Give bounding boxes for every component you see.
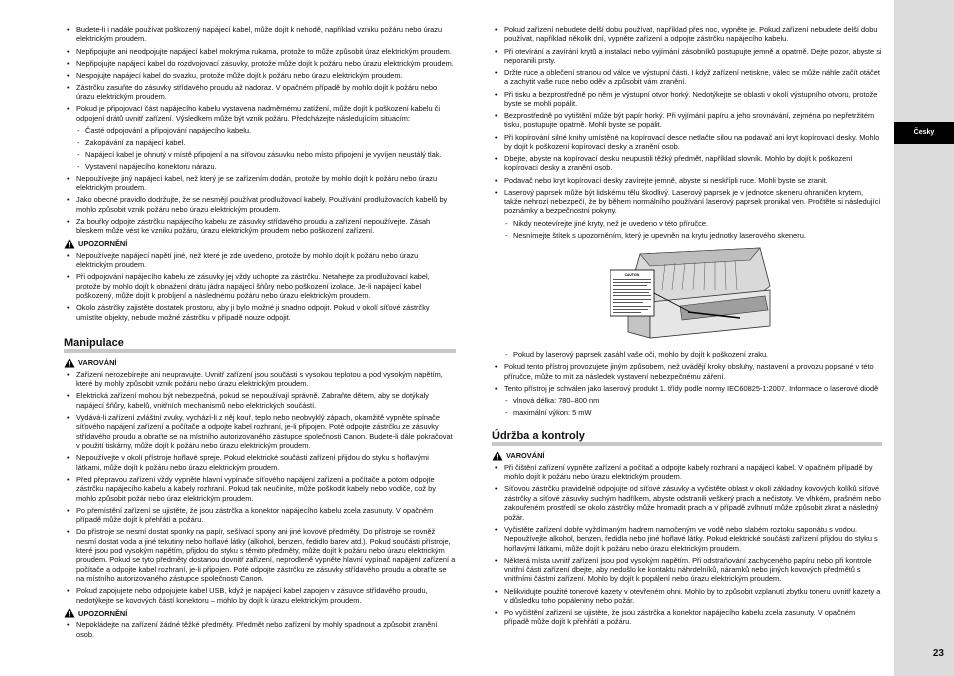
side-tab-bar [894, 0, 954, 676]
language-tab: Česky [894, 122, 954, 144]
bullet-item: • Nepřipojujte napájecí kabel do rozdvojovací zásuvky, protože může dojít k požáru nebo úrazu elektrickým proudem. [64, 59, 456, 68]
bullet-item: • Nepokládejte na zařízení žádné těžké předměty. Předmět nebo zařízení by mohly spadnout a způsobit zranění osob. [64, 620, 456, 639]
laser-warning-label-text: CAUTION [624, 273, 640, 277]
bullet-item: • Před přepravou zařízení vždy vypněte hlavní vypínače síťového napájení zařízení a počítače a potom odpojte zástrčku napájecího kabelu a kabely rozhraní. Pokud tak neučiníte, může poškodit kabely nebo vodiče, což by mohlo způsobit požár nebo úraz elektrickým proudem. [64, 475, 456, 503]
caution-triangle-icon [64, 608, 75, 618]
maintenance-warning-list [492, 463, 882, 627]
sub-list-item: - vlnová délka: 780–800 nm [492, 396, 882, 405]
bullet-item: • Za bouřky odpojte zástrčku napájecího kabelu ze zásuvky střídavého proudu a zařízení nepoužívejte. Zásah bleskem může vést ke vzniku požáru, úrazu elektrickým proudem nebo poškození zařízení. [64, 217, 456, 236]
bullet-item: • Pokud je připojovací část napájecího kabelu vystavena nadměrnému zatížení, může dojít k poškození kabelu či odpojení drátů uvnitř zařízení. Výsledkem může být vznik požáru. Předcházejte následujícím situacím: [64, 104, 456, 123]
caution-label-2: UPOZORNĚNÍ [78, 608, 128, 618]
bullet-item: • Laserový paprsek může být lidskému tělu škodlivý. Laserový paprsek je v jednotce skeneru ohraničen krytem, takže nehrozí nebezpečí, že by během normálního používání laserový paprsek pronikal ven. Pročtěte si následující poznámky a bezpečnostní pokyny. [492, 188, 882, 216]
sub-list-item: - Zakopávání za napájecí kabel. [64, 138, 456, 147]
bullet-item: • Nepřipojujte ani neodpojujte napájecí kabel mokrýma rukama, protože to může způsobit úraz elektrickým proudem. [64, 47, 456, 56]
warning-label: VAROVÁNÍ [78, 358, 117, 368]
warning-triangle-icon [492, 451, 503, 461]
bullet-item: • Nelikvidujte použité tonerové kazety v otevřeném ohni. Mohlo by to způsobit vzplanutí zbytku toneru uvnitř kazety a v důsledku toho popáleniny nebo požár. [492, 587, 882, 606]
sub-list-item: - Nikdy neotevírejte jiné kryty, než je uvedeno v této příručce. [492, 219, 882, 228]
caution-triangle-icon [64, 239, 75, 249]
caution-heading-2 [64, 608, 456, 618]
bullet-item: • Vyčistěte zařízení dobře vyždímaným hadrem namočeným ve vodě nebo slabém roztoku saponátu s vodou. Nepoužívejte alkohol, benzen, ředidla nebo jiné hořlavé látky. Pokud elektrické součásti zařízení přijdou do styku s hořlavými látkami, může dojít k požáru nebo úrazu elektrickým proudem. [492, 525, 882, 553]
caution-heading [64, 239, 456, 249]
right-column [492, 25, 882, 630]
sub-list-item: - Časté odpojování a připojování napájecího kabelu. [64, 126, 456, 135]
power-cord-warning-list [64, 25, 456, 123]
bullet-item: • Elektrická zařízení mohou být nebezpečná, pokud se nepoužívají správně. Zabraňte dětem, aby se dotýkaly napájecí šňůry, kabelů, vnitřních mechanismů nebo elektrických součástí. [64, 391, 456, 410]
bullet-item: • Pokud zařízení nebudete delší dobu používat, například přes noc, vypněte je. Pokud zařízení nebudete delší dobu používat, například několik dní, vypněte zařízení a odpojte zástrčku napájecího kabelu. [492, 25, 882, 44]
situations-sublist [64, 126, 456, 172]
printer-laser-label-illustration [610, 246, 780, 344]
warning-triangle-icon [64, 358, 75, 368]
bullet-item: • Do přístroje se nesmí dostat sponky na papír, sešívací spony ani jiné kovové předměty. Do přístroje se rovněž nesmí dostat voda a jiné tekutiny nebo hořlavé látky (alkohol, benzen, ředidlo barev atd.). Pokud součásti přístroje, které jsou pod vysokým napětím, přijdou do styku s těmito předměty, může dojít k požáru nebo úrazu elektrickým proudem. Pokud se tyto předměty dostanou dovnitř zařízení, neprodleně vypněte hlavní vypínač napájení zařízení a počítače a odpojte kabel rozhraní, je-li připojen. Poté odpojte zástrčku ze zásuvky střídavého proudu a obraťte se na místního autorizovaného zástupce společnosti Canon. [64, 527, 456, 584]
caution-label: UPOZORNĚNÍ [78, 239, 128, 249]
bullet-item: • Nespojujte napájecí kabel do svazku, protože může dojít k požáru nebo úrazu elektrickým proudem. [64, 71, 456, 80]
bullet-item: • Nepoužívejte jiný napájecí kabel, než který je se zařízením dodán, protože by mohlo dojít k požáru nebo úrazu elektrickým proudem. [64, 174, 456, 193]
bullet-item: • Vydává-li zařízení zvláštní zvuky, vychází-li z něj kouř, teplo nebo neobvyklý zápach, okamžitě vypněte spínače síťového napájení zařízení a počítače a odpojte kabel rozhraní, je-li připojen. Poté odpojte zástrčku ze zásuvky střídavého proudu a obraťte se na místního autorizovaného zástupce společnosti Canon. Budete-li dále pokračovat v použití tiskárny, může dojít k požáru nebo úrazu elektrickým proudem. [64, 413, 456, 451]
bullet-item: • Po přemístění zařízení se ujistěte, že jsou zástrčka a konektor napájecího kabelu zcela zasunuty. V opačném případě může dojít k přehřátí a požáru. [64, 506, 456, 525]
laser-diode-sublist [492, 396, 882, 418]
figure-sublist [492, 350, 882, 359]
sub-list-item: - Vystavení napájecího konektoru nárazu. [64, 162, 456, 171]
bullet-item: • Tento přístroj je schválen jako laserový produkt 1. třídy podle normy IEC60825-1:2007. Informace o laserové diodě [492, 384, 882, 393]
bullet-item: • Jako obecné pravidlo dodržujte, že se nesmějí používat prodlužovací kabely. Používání prodlužovacích kabelů by mohlo způsobit vznik požáru nebo úrazu elektrickým proudem. [64, 195, 456, 214]
caution-list-2 [64, 620, 456, 639]
laser-sublist [492, 219, 882, 241]
warning-heading-maintenance [492, 451, 882, 461]
bullet-item: • Nepoužívejte v okolí přístroje hořlavé spreje. Pokud elektrické součásti zařízení přijdou do styku s hořlavými látkami, může dojít k požáru nebo úrazu elektrickým proudem. [64, 453, 456, 472]
bullet-item: • Při otevírání a zavírání krytů a instalaci nebo vyjímání zásobníků postupujte jemně a opatrně. Dejte pozor, abyste si neporanili prsty. [492, 47, 882, 66]
bullet-item: • Při kopírování silné knihy umístěné na kopírovací desce netlačte silou na podavač ani kryt kopírovací desky. Mohlo by dojít k poškození kopírovací desky a zranění osob. [492, 133, 882, 152]
page-number: 23 [932, 648, 944, 659]
bullet-item: • Bezprostředně po vytištění může být papír horký. Při vyjímání papíru a jeho srovnávání, zejména po nepřetržitém tisku, postupujte opatrně. Mohli byste se popálit. [492, 111, 882, 130]
sub-list-item: - Napájecí kabel je ohnutý v místě připojení a na síťovou zásuvku nebo místo připojení je vyvíjen neustálý tlak. [64, 150, 456, 159]
bullet-item: • Okolo zástrčky zajistěte dostatek prostoru, aby ji bylo možné ji snadno odpojit. Pokud v okolí síťové zástrčky umístíte objekty, nebude možné zástrčku v případě nouze odpojit. [64, 303, 456, 322]
left-column [64, 25, 456, 642]
bullet-item: • Pokud zapojujete nebo odpojujete kabel USB, když je napájecí kabel zapojen v zásuvce střídavého proudu, nedotýkejte se kovových částí konektoru – mohlo by dojít k úrazu elektrickým proudem. [64, 586, 456, 605]
section-title-handling: Manipulace [64, 337, 456, 353]
warning-heading [64, 358, 456, 368]
sub-list-item: - maximální výkon: 5 mW [492, 408, 882, 417]
laser-info-list [492, 362, 882, 393]
bullet-item: • Síťovou zástrčku pravidelně odpojujte od síťové zásuvky a vyčistěte oblast v okolí základny kovových kolíků síťové zástrčky a síťové zásuvky suchým hadříkem, abyste odstranili veškerý prach a nečistoty. Ve vlhkém, prašném nebo zakouřeném prostředí se okolo zástrčky může hromadit prach a v případě zvlhnutí může způsobit zkrat a následný požár. [492, 484, 882, 522]
caution-list [64, 251, 456, 322]
bullet-item: • Při odpojování napájecího kabelu ze zásuvky jej vždy uchopte za zástrčku. Netahejte za prodlužovací kabel, protože by mohlo dojít k obnažení drátu jádra napájecí šňůry nebo poškození izolace. Je-li napájecí kabel poškozený, může dojít k probíjení a následnému požáru nebo úrazu elektrickým proudem. [64, 272, 456, 300]
bullet-item: • Zařízení nerozebírejte ani neupravujte. Uvnitř zařízení jsou součásti s vysokou teplotou a pod vysokým napětím, které by mohly způsobit vznik požáru nebo úrazu elektrickým proudem. [64, 370, 456, 389]
bullet-item: • Dbejte, abyste na kopírovací desku neupustili těžký předmět, například slovník. Mohlo by dojít k poškození kopírovací desky a zranění osob. [492, 154, 882, 173]
sub-list-item: - Pokud by laserový paprsek zasáhl vaše oči, mohlo by dojít k poškození zraku. [492, 350, 882, 359]
sub-list-item: - Nesnímejte štítek s upozorněním, který je upevněn na krytu jednotky laserového skeneru. [492, 231, 882, 240]
bullet-item: • Nepoužívejte napájecí napětí jiné, než které je zde uvedeno, protože by mohlo dojít k požáru nebo úrazu elektrickým proudem. [64, 251, 456, 270]
usage-caution-list [492, 25, 882, 216]
bullet-item: • Některá místa uvnitř zařízení jsou pod vysokým napětím. Při odstraňování zachyceného papíru nebo při kontrole vnitřní části zařízení dbejte, aby nedošlo ke kontaktu náhrdelníků, náramků nebo jiných kovových předmětů s vnitřními částmi zařízení. Mohlo by dojít k popálení nebo úrazu elektrickým proudem. [492, 556, 882, 584]
bullet-item: • Po vyčištění zařízení se ujistěte, že jsou zástrčka a konektor napájecího kabelu zcela zasunuty. V opačném případě může dojít k přehřátí a požáru. [492, 608, 882, 627]
bullet-item: • Při čištění zařízení vypněte zařízení a počítač a odpojte kabely rozhraní a napájecí kabel. V opačném případě by mohlo dojít k požáru nebo úrazu elektrickým proudem. [492, 463, 882, 482]
bullet-item: • Při tisku a bezprostředně po něm je výstupní otvor horký. Nedotýkejte se oblasti v okolí výstupního otvoru, protože byste se mohli popálit. [492, 90, 882, 109]
power-cord-warning-list-2 [64, 174, 456, 236]
warning-label-maintenance: VAROVÁNÍ [506, 451, 545, 461]
section-title-maintenance: Údržba a kontroly [492, 430, 882, 446]
bullet-item: • Budete-li i nadále používat poškozený napájecí kabel, může dojít k nehodě, například vzniku požáru nebo úrazu elektrickým proudem. [64, 25, 456, 44]
bullet-item: • Držte ruce a oblečení stranou od válce ve výstupní části. I když zařízení netiskne, válec se může náhle začít otáčet a zachytit vaše ruce nebo oděv a způsobit vám zranění. [492, 68, 882, 87]
bullet-item: • Pokud tento přístroj provozujete jiným způsobem, než uvádějí kroky obsluhy, nastavení a provozu popsané v této příručce, může to mít za následek vystavení nebezpečnému záření. [492, 362, 882, 381]
bullet-item: • Zástrčku zasuňte do zásuvky střídavého proudu až nadoraz. V opačném případě by mohlo dojít k požáru nebo úrazu elektrickým proudem. [64, 83, 456, 102]
handling-warning-list [64, 370, 456, 606]
bullet-item: • Podavač nebo kryt kopírovací desky zavírejte jemně, abyste si neskřípli ruce. Mohli byste se zranit. [492, 176, 882, 185]
